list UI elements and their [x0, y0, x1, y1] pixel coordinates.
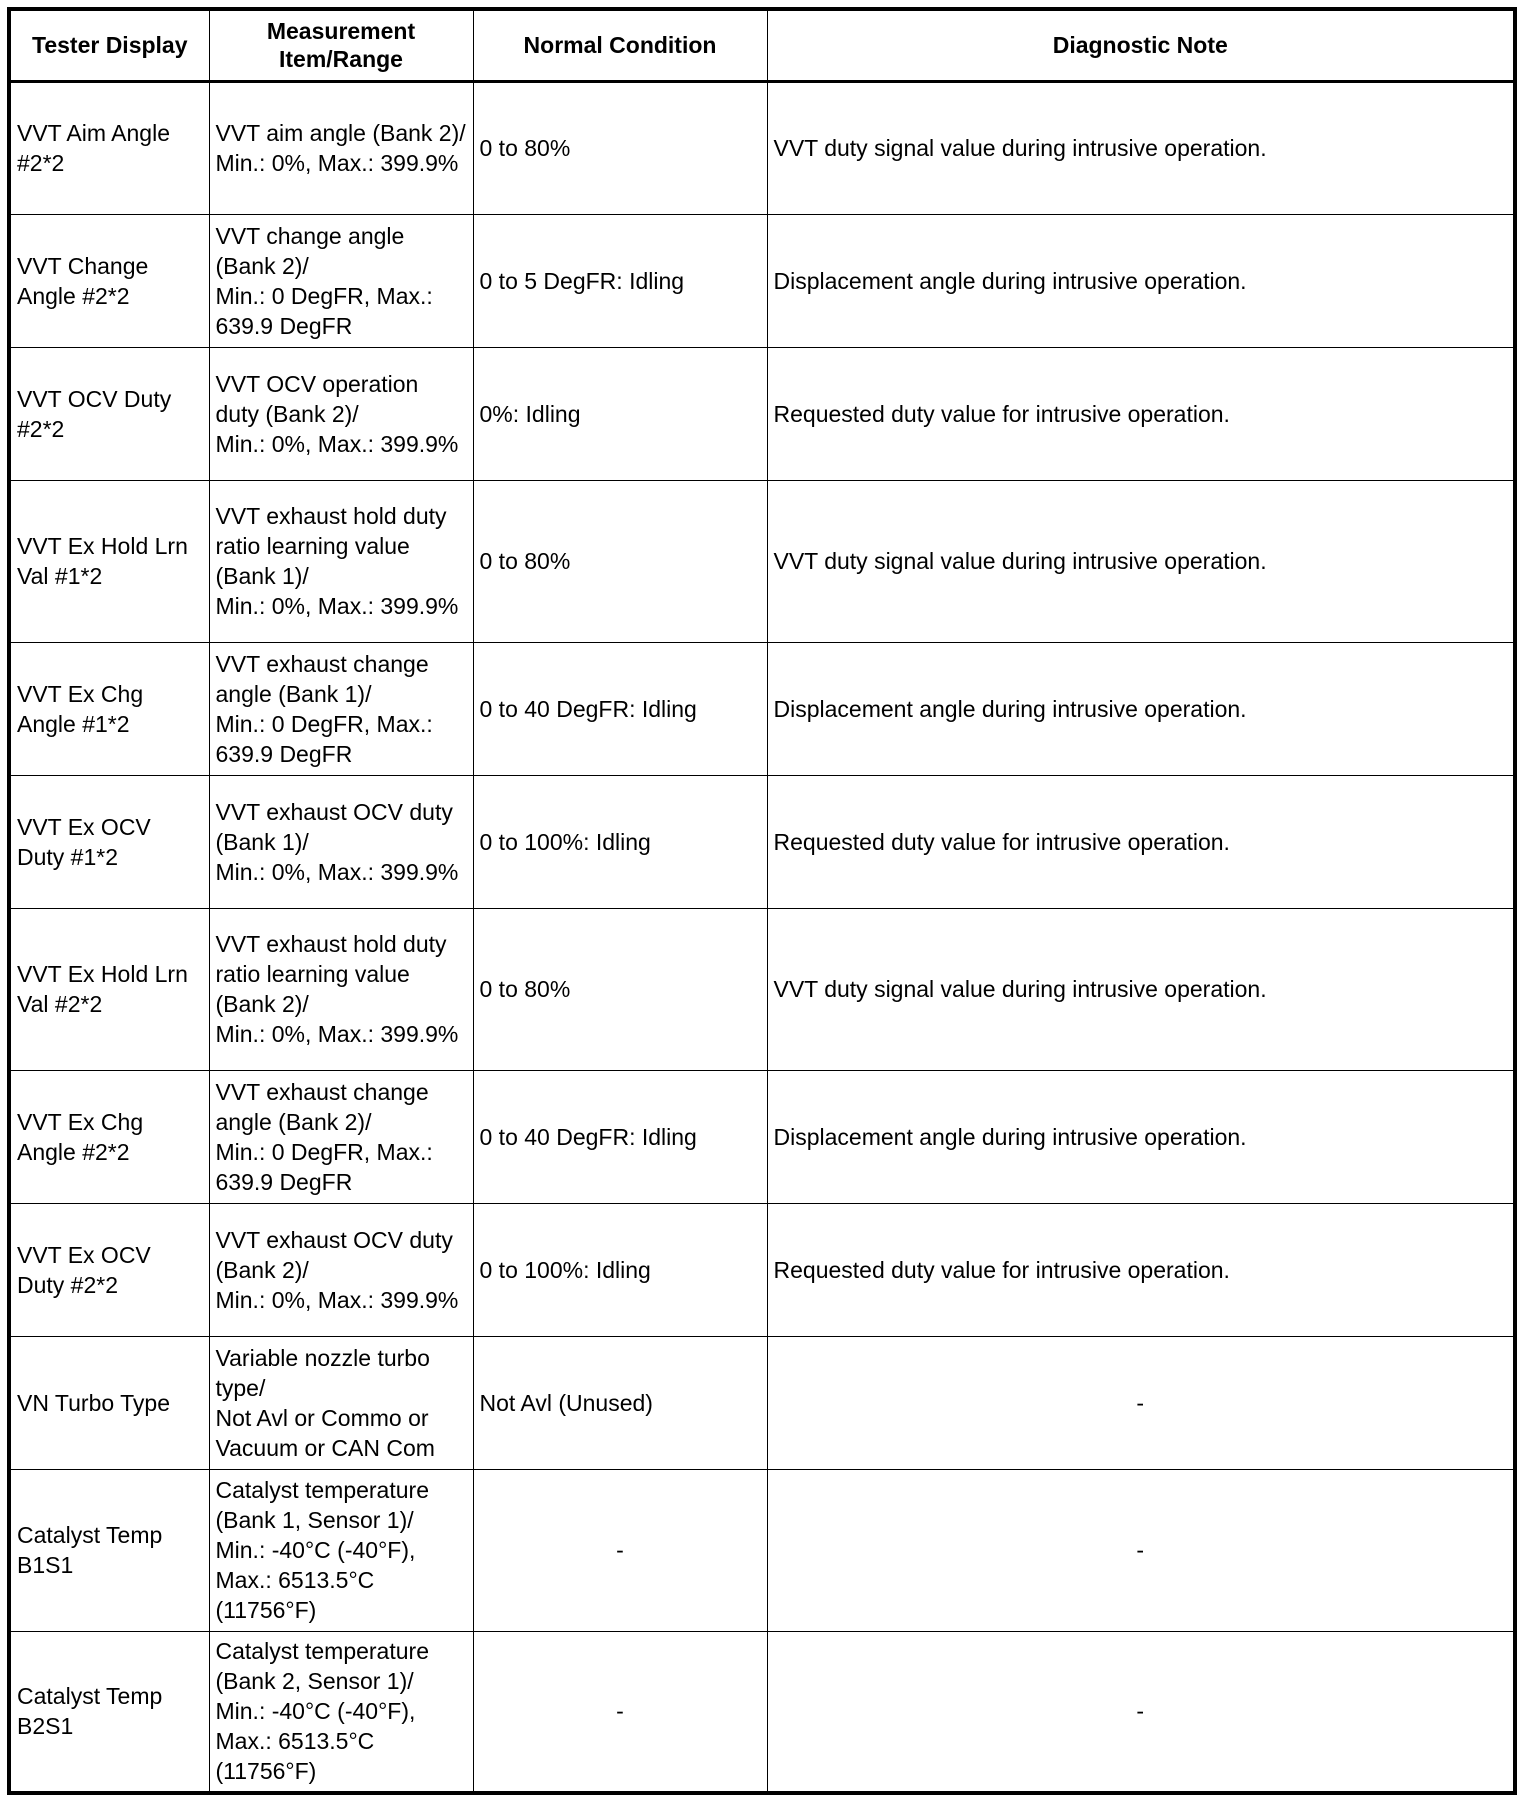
header-diagnostic-note: Diagnostic Note: [767, 9, 1515, 81]
normal-condition-cell: Not Avl (Unused): [473, 1336, 767, 1469]
tester-display-cell: VVT OCV Duty #2*2: [9, 347, 209, 480]
table-row: [9, 480, 1515, 642]
header-measurement-item: Measurement Item/Range: [209, 9, 473, 81]
tester-display-cell: VVT Ex Hold Lrn Val #1*2: [9, 480, 209, 642]
diagnostic-note-cell: -: [767, 1469, 1515, 1631]
table-row: [9, 1631, 1515, 1793]
diagnostic-note-cell: Requested duty value for intrusive operation.: [767, 1203, 1515, 1336]
tester-display-cell: VVT Ex Chg Angle #1*2: [9, 642, 209, 775]
tester-display-cell: VVT Ex OCV Duty #2*2: [9, 1203, 209, 1336]
normal-condition-cell: 0 to 80%: [473, 81, 767, 214]
table-row: [9, 642, 1515, 775]
header-row: [9, 9, 1515, 81]
measurement-item-cell: Variable nozzle turbo type/ Not Avl or Commo or Vacuum or CAN Com: [209, 1336, 473, 1469]
diagnostic-note-cell: VVT duty signal value during intrusive operation.: [767, 81, 1515, 214]
data-list-table: [7, 7, 1517, 1795]
table-row: [9, 81, 1515, 214]
diagnostic-note-cell: -: [767, 1336, 1515, 1469]
diagnostic-note-cell: VVT duty signal value during intrusive operation.: [767, 908, 1515, 1070]
normal-condition-cell: -: [473, 1469, 767, 1631]
measurement-item-cell: VVT exhaust hold duty ratio learning value (Bank 1)/ Min.: 0%, Max.: 399.9%: [209, 480, 473, 642]
tester-display-cell: VVT Aim Angle #2*2: [9, 81, 209, 214]
diagnostic-note-cell: Requested duty value for intrusive operation.: [767, 775, 1515, 908]
measurement-item-cell: VVT OCV operation duty (Bank 2)/ Min.: 0%, Max.: 399.9%: [209, 347, 473, 480]
normal-condition-cell: 0 to 40 DegFR: Idling: [473, 1070, 767, 1203]
table-row: [9, 214, 1515, 347]
normal-condition-cell: 0%: Idling: [473, 347, 767, 480]
normal-condition-cell: 0 to 5 DegFR: Idling: [473, 214, 767, 347]
normal-condition-cell: 0 to 40 DegFR: Idling: [473, 642, 767, 775]
table-row: [9, 1203, 1515, 1336]
diagnostic-note-cell: Displacement angle during intrusive operation.: [767, 642, 1515, 775]
tester-display-cell: VVT Ex Chg Angle #2*2: [9, 1070, 209, 1203]
normal-condition-cell: -: [473, 1631, 767, 1793]
table-row: [9, 1336, 1515, 1469]
measurement-item-cell: VVT change angle (Bank 2)/ Min.: 0 DegFR, Max.: 639.9 DegFR: [209, 214, 473, 347]
measurement-item-cell: VVT aim angle (Bank 2)/ Min.: 0%, Max.: 399.9%: [209, 81, 473, 214]
tester-display-cell: VVT Ex OCV Duty #1*2: [9, 775, 209, 908]
measurement-item-cell: VVT exhaust OCV duty (Bank 1)/ Min.: 0%, Max.: 399.9%: [209, 775, 473, 908]
table-row: [9, 1070, 1515, 1203]
header-normal-condition: Normal Condition: [473, 9, 767, 81]
tester-display-cell: VVT Change Angle #2*2: [9, 214, 209, 347]
measurement-item-cell: VVT exhaust hold duty ratio learning value (Bank 2)/ Min.: 0%, Max.: 399.9%: [209, 908, 473, 1070]
measurement-item-cell: VVT exhaust change angle (Bank 1)/ Min.: 0 DegFR, Max.: 639.9 DegFR: [209, 642, 473, 775]
table-row: [9, 908, 1515, 1070]
diagnostic-note-cell: Displacement angle during intrusive operation.: [767, 1070, 1515, 1203]
diagnostic-note-cell: Requested duty value for intrusive operation.: [767, 347, 1515, 480]
normal-condition-cell: 0 to 100%: Idling: [473, 1203, 767, 1336]
diagnostic-note-cell: Displacement angle during intrusive operation.: [767, 214, 1515, 347]
tester-display-cell: VN Turbo Type: [9, 1336, 209, 1469]
diagnostic-note-cell: VVT duty signal value during intrusive operation.: [767, 480, 1515, 642]
measurement-item-cell: VVT exhaust OCV duty (Bank 2)/ Min.: 0%, Max.: 399.9%: [209, 1203, 473, 1336]
tester-display-cell: VVT Ex Hold Lrn Val #2*2: [9, 908, 209, 1070]
table-row: [9, 1469, 1515, 1631]
tester-display-cell: Catalyst Temp B1S1: [9, 1469, 209, 1631]
measurement-item-cell: Catalyst temperature (Bank 1, Sensor 1)/ Min.: -40°C (-40°F), Max.: 6513.5°C (11756°F): [209, 1469, 473, 1631]
normal-condition-cell: 0 to 100%: Idling: [473, 775, 767, 908]
table-row: [9, 775, 1515, 908]
measurement-item-cell: VVT exhaust change angle (Bank 2)/ Min.: 0 DegFR, Max.: 639.9 DegFR: [209, 1070, 473, 1203]
normal-condition-cell: 0 to 80%: [473, 480, 767, 642]
measurement-item-cell: Catalyst temperature (Bank 2, Sensor 1)/ Min.: -40°C (-40°F), Max.: 6513.5°C (11756°F): [209, 1631, 473, 1793]
header-tester-display: Tester Display: [9, 9, 209, 81]
diagnostic-note-cell: -: [767, 1631, 1515, 1793]
table-row: [9, 347, 1515, 480]
normal-condition-cell: 0 to 80%: [473, 908, 767, 1070]
tester-display-cell: Catalyst Temp B2S1: [9, 1631, 209, 1793]
